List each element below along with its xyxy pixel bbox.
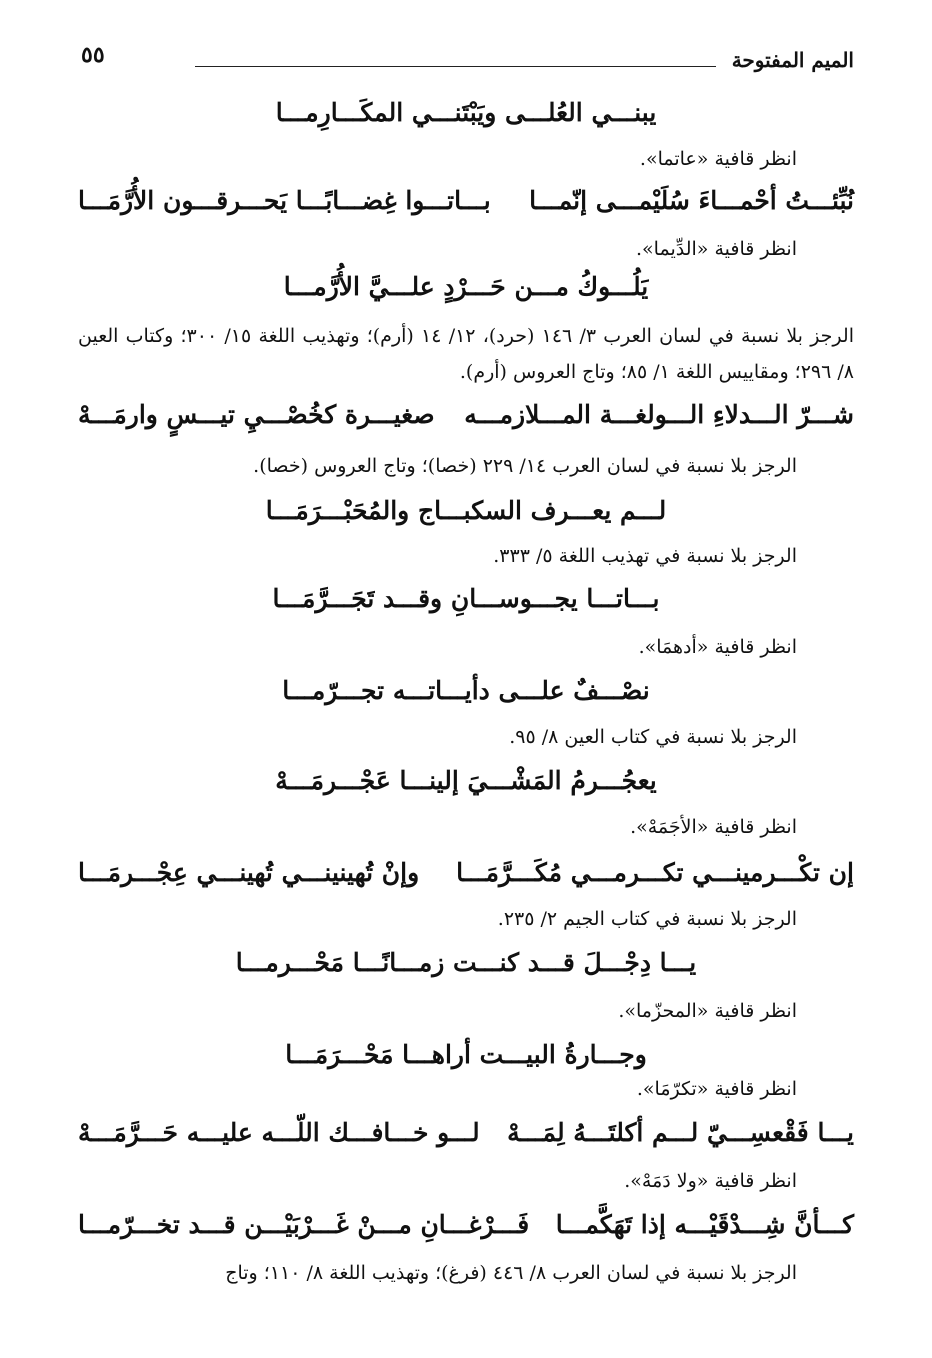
running-title: الميم المفتوحة	[731, 48, 854, 72]
verse-line: نصْـــفٌ علـــى دأيـــاتـــه تجـــرّمـــا	[282, 676, 650, 705]
couplet-hemistich-left: وإنْ تُهينينـــي تُهينـــي عِجْـــرمَـــا	[78, 858, 420, 887]
verse-line: يبنـــي العُلـــى ويَبْتَنـــي المكَـــارِمـــا	[275, 98, 657, 127]
page-header	[75, 40, 854, 80]
note-paragraph: الرجز بلا نسبة في لسان العرب ٣/ ١٤٦ (حرد)، ١٢/ ١٤ (أرم)؛ وتهذيب اللغة ١٥/ ٣٠٠؛ وكتاب العين ٨/ ٢٩٦؛ ومقاييس اللغة ١/ ٨٥؛ وتاج العروس (أرم).	[78, 325, 854, 383]
couplet-hemistich-left: لـــو خـــافـــك اللّـــه عليـــه حَـــرَّمَـــهْ	[78, 1118, 480, 1147]
header-rule	[195, 66, 716, 67]
couplet-hemistich-right: نُبِّئـــتُ أحْمـــاءَ سُلَيْمـــى إنّمـــا	[529, 186, 854, 215]
verse-line: بـــاتـــا يجـــوســـانِ وقـــد تَجَـــرَّمَـــا	[272, 584, 660, 613]
verse-line: يَلُـــوكُ مـــن حَـــرْدٍ علـــيَّ الأُرَّمـــا	[283, 272, 649, 301]
note-line: الرجز بلا نسبة في كتاب العين ٨/ ٩٥.	[509, 726, 797, 748]
note-line: انظر قافية «المحزّما».	[618, 1000, 797, 1022]
verse-line: يعجُـــرمُ المَشْـــيَ إلينـــا عَجْـــرمَـــهْ	[275, 766, 657, 795]
couplet-hemistich-right: كـــأنَّ شِـــدْقَيْـــه إذا تَهَكَّمـــا	[555, 1210, 854, 1239]
couplet-hemistich-right: يـــا فَقْعسِـــيّ لـــم أكلتَـــهُ لِمَـــهْ	[507, 1118, 854, 1147]
note-line: انظر قافية «ولا دَمَهْ».	[624, 1170, 797, 1192]
note-line: الرجز بلا نسبة في كتاب الجيم ٢/ ٢٣٥.	[497, 908, 797, 930]
couplet-line	[0, 400, 932, 440]
couplet-hemistich-right: إن تكْـــرمينـــي تكـــرمـــي مُكَـــرَّمَـــا	[456, 858, 854, 887]
page-number: ٥٥	[81, 42, 105, 68]
note-line: انظر قافية «تكرّمَا».	[636, 1078, 797, 1100]
couplet-hemistich-left: بـــاتـــوا غِضـــابًـــا يَحـــرقـــون الأُرَّمَـــا	[78, 186, 491, 215]
couplet-line	[0, 1118, 932, 1158]
couplet-line	[0, 186, 932, 226]
verse-line: يـــا دِجْـــلَ قـــد كنـــت زمـــانًـــا مَحْـــرمـــا	[235, 948, 697, 977]
note-line: انظر قافية «الدِّيما».	[636, 238, 797, 260]
couplet-line	[0, 858, 932, 898]
note-line: انظر قافية «عاتما».	[639, 148, 797, 170]
note-line: انظر قافية «الأجَمَهْ».	[630, 816, 797, 838]
couplet-line	[0, 1210, 932, 1250]
couplet-hemistich-left: صغيـــرة كخُصْـــيِ تيـــسٍ وارمَـــهْ	[78, 400, 435, 429]
note-line: الرجز بلا نسبة في تهذيب اللغة ٥/ ٣٣٣.	[493, 545, 797, 567]
verse-line: وجـــارةُ البيـــت أراهـــا مَحْـــرَمَـــا	[285, 1040, 647, 1069]
couplet-hemistich-right: شـــرّ الـــدلاءِ الـــولغـــة المـــلازمـــه	[464, 400, 854, 429]
note-line: الرجز بلا نسبة في لسان العرب ١٤/ ٢٢٩ (خصا)؛ وتاج العروس (خصا).	[253, 455, 797, 477]
note-line: الرجز بلا نسبة في لسان العرب ٨/ ٤٤٦ (فرغ)؛ وتهذيب اللغة ٨/ ١١٠؛ وتاج	[225, 1262, 797, 1284]
couplet-hemistich-left: فَـــرْغـــانِ مـــنْ غَـــرْبَيْـــن قـــد تخـــرّمـــا	[78, 1210, 530, 1239]
note-line: انظر قافية «أدهمَا».	[638, 636, 797, 658]
verse-line: لـــم يعـــرف السكبـــاج والمُحَبْـــرَمَـــا	[265, 496, 667, 525]
